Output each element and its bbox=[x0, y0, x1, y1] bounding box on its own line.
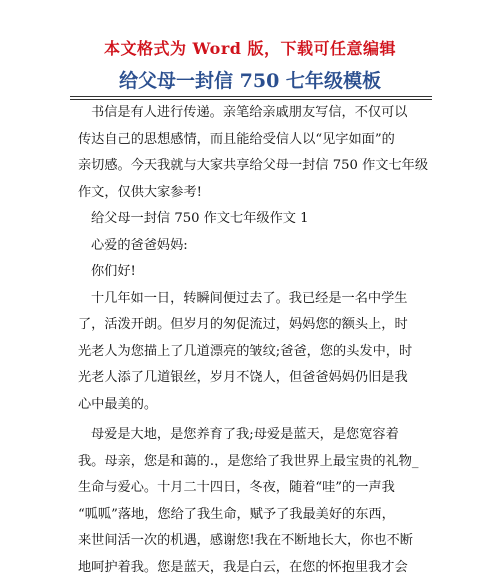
text-line: 你们好! bbox=[78, 259, 431, 286]
paragraph-body-1 bbox=[78, 286, 431, 419]
header-note: 本文格式为 Word 版，下载可任意编辑 bbox=[0, 36, 500, 59]
text-line: 了，活泼开朗。但岁月的匆促流过，妈妈您的额头上，时 bbox=[78, 312, 431, 339]
paragraph-salutation bbox=[78, 233, 431, 260]
text-line: 地呵护着我。您是蓝天，我是白云，在您的怀抱里我才会 bbox=[78, 555, 431, 581]
text-line: 十几年如一日，转瞬间便过去了。我已经是一名中学生 bbox=[78, 286, 431, 313]
text-line: “呱呱”落地，您给了我生命，赋予了我最美好的东西， bbox=[78, 502, 431, 529]
text-line: 生命与爱心。十月二十四日，冬夜，随着“哇”的一声我 bbox=[78, 475, 431, 502]
title-divider bbox=[70, 96, 432, 97]
paragraph-greeting bbox=[78, 259, 431, 286]
document-title: 给父母一封信 750 七年级模板 bbox=[0, 66, 500, 93]
text-line: 亲切感。今天我就与大家共享给父母一封信 750 作文七年级 bbox=[78, 153, 431, 180]
paragraph-essay-heading bbox=[78, 206, 431, 233]
document-body bbox=[78, 100, 431, 581]
text-line: 作文，仅供大家参考! bbox=[78, 180, 431, 207]
text-line: 心中最美的。 bbox=[78, 392, 431, 419]
text-line: 给父母一封信 750 作文七年级作文 1 bbox=[78, 206, 431, 233]
text-line: 书信是有人进行传递。亲笔给亲戚朋友写信，不仅可以 bbox=[78, 100, 431, 127]
text-line: 母爱是大地，是您养育了我;母爱是蓝天，是您宽容着 bbox=[78, 422, 431, 449]
text-line: 我。母亲，您是和蔼的.，是您给了我世界上最宝贵的礼物_ bbox=[78, 449, 431, 476]
text-line: 传达自己的思想感情，而且能给受信人以“见字如面”的 bbox=[78, 127, 431, 154]
text-line: 心爱的爸爸妈妈: bbox=[78, 233, 431, 260]
paragraph-intro bbox=[78, 100, 431, 206]
text-line: 光老人添了几道银丝，岁月不饶人，但爸爸妈妈仍旧是我 bbox=[78, 365, 431, 392]
paragraph-body-2 bbox=[78, 422, 431, 581]
text-line: 光老人为您描上了几道漂亮的皱纹;爸爸，您的头发中，时 bbox=[78, 339, 431, 366]
text-line: 来世间活一次的机遇，感谢您!我在不断地长大，你也不断 bbox=[78, 528, 431, 555]
